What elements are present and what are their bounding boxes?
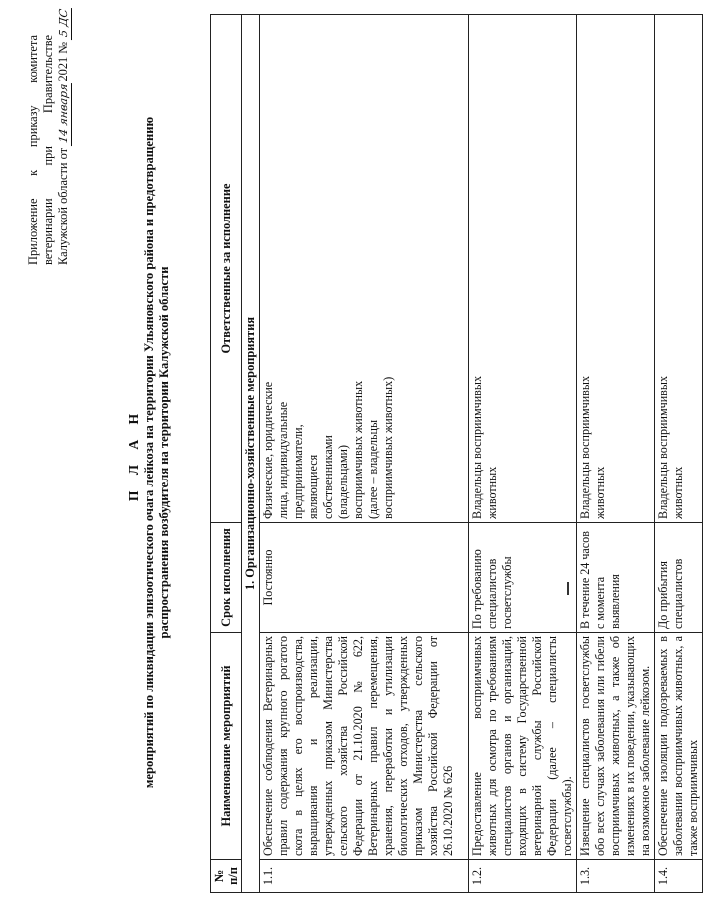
row-responsible: Владельцы восприимчивых животных (469, 15, 577, 523)
plan-subtitle-line-1: мероприятий по ликвидации эпизоотического очага лейкоза на территории Ульяновского района и предотвращению (142, 116, 156, 789)
appendix-line-3: Калужской области от 14 января 2021 № 5 ДС (56, 35, 72, 265)
row-num: 1.1. (260, 860, 469, 893)
row-responsible: Владельцы восприимчивых животных (655, 15, 703, 523)
row-term: Постоянно (260, 523, 469, 633)
table-row (577, 15, 655, 893)
row-term: В течение 24 часов с момента выявления (577, 523, 655, 633)
measures-table (210, 14, 703, 893)
row-name: Обеспечение соблюдения Ветеринарных правил содержания крупного рогатого скота в целях его воспроизводства, выращивания и реализации, утвержденных приказом Министерства сельского хозяйства Российской Федерации от 21.10.2020 № 622, Ветеринарных правил перемещения, хранения, переработки и утилизации биологических отходов, утвержденных приказом Министерства сельского хозяйства Российской Федерации от 26.10.2020 № 626 (260, 633, 469, 860)
header-term: Срок исполнения (211, 523, 242, 633)
plan-subtitle-line-2: распространения возбудителя на территории Калужской области (157, 266, 171, 639)
appendix-line-1: Приложение к приказу комитета (26, 35, 40, 265)
handwritten-number: 5 ДС (56, 6, 72, 40)
appendix-header (26, 7, 72, 265)
table-header-row (211, 15, 242, 893)
row-responsible: Физические, юридические лица, индивидуальные предприниматели, являющиеся собственниками (владельцами) восприимчивых животных (далее – владельцы восприимчивых животных) (260, 15, 469, 523)
table-row (469, 15, 577, 893)
row-term: До прибытия специалистов (655, 523, 703, 633)
table-row (260, 15, 469, 893)
section-row (242, 15, 260, 893)
row-responsible: Владельцы восприимчивых животных (577, 15, 655, 523)
handwritten-date: 14 января (56, 80, 72, 146)
row-name: Обеспечение изоляции подозреваемых в заболевании восприимчивых животных, а также восприимчивых (655, 633, 703, 860)
header-name: Наименование мероприятий (211, 633, 242, 860)
row-term: По требованию специалистов госветслужбы (469, 523, 577, 633)
section-title: 1. Организационно-хозяйственные мероприятия (242, 15, 260, 893)
header-num: № п/п (211, 860, 242, 893)
row-name: Предоставление восприимчивых животных для осмотра по требованиям специалистов органов и организаций, входящих в систему Государственной ветеринарной службы Российской Федерации (далее – специалисты госветслужбы). (469, 633, 577, 860)
appendix-line-2: ветеринарии при Правительстве (41, 35, 55, 265)
table-row (655, 15, 703, 893)
row-num: 1.4. (655, 860, 703, 893)
plan-title: П Л А Н (126, 407, 141, 502)
row-name: Извещение специалистов госветслужбы обо всех случаях заболевания или гибели восприимчивых животных, а также об изменениях в их поведении, указывающих на возможное заболевание лейкозом. (577, 633, 655, 860)
row-num: 1.2. (469, 860, 577, 893)
plan-title-block (126, 0, 172, 905)
header-responsible: Ответственные за исполнение (211, 15, 242, 523)
row-num: 1.3. (577, 860, 655, 893)
